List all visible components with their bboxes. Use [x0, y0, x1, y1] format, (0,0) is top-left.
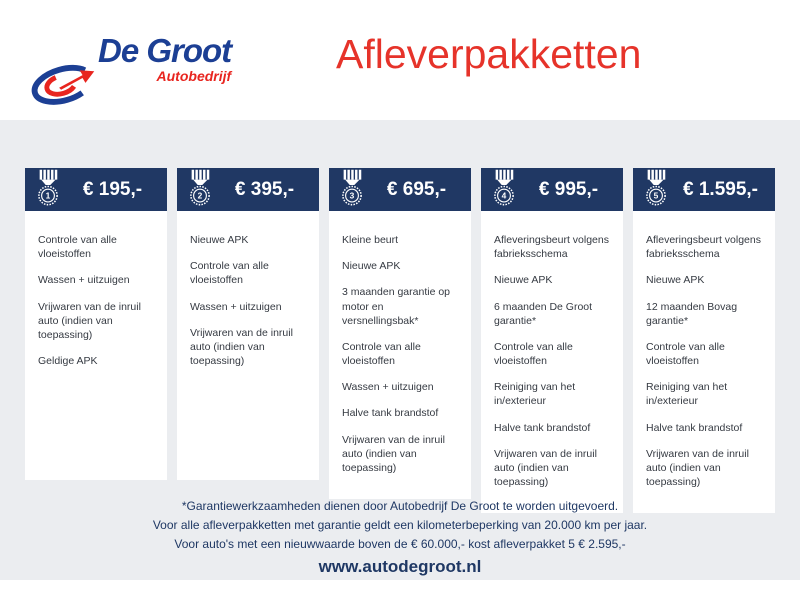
logo-text — [98, 34, 231, 83]
feature-item: Controle van alle vloeistoffen — [38, 234, 117, 261]
feature-item: 6 maanden De Groot garantie* — [494, 300, 593, 327]
footnote-line: Voor auto's met een nieuwwaarde boven de € 60.000,- kost afleverpakket 5 € 2.595,- — [174, 537, 626, 552]
package-features — [329, 211, 471, 499]
feature-item: Nieuwe APK — [646, 274, 705, 287]
footnote-line: *Garantiewerkzaamheden dienen door Autobedrijf De Groot te worden uitgevoerd. — [181, 499, 619, 513]
medal-number: 4 — [501, 190, 507, 201]
feature-item: Afleveringsbeurt volgens fabrieksschema — [494, 234, 609, 261]
feature-item: Controle van alle vloeistoffen — [342, 340, 421, 368]
de-groot-logo — [26, 34, 231, 112]
medal-3-icon — [336, 169, 368, 210]
page-title: Afleverpakketten — [336, 31, 642, 77]
logo-name: De Groot — [98, 32, 232, 69]
feature-item: Controle van alle vloeistoffen — [190, 260, 269, 287]
feature-item: 12 maanden Bovag garantie* — [646, 300, 738, 327]
footnotes — [0, 497, 800, 555]
feature-item: Vrijwaren van de inruil auto (indien van toepassing) — [190, 326, 293, 368]
logo-subtitle: Autobedrijf — [156, 68, 232, 84]
package-header — [177, 168, 319, 211]
medal-5-icon — [640, 169, 672, 210]
feature-item: Geldige APK — [38, 355, 98, 368]
feature-item: Nieuwe APK — [190, 234, 249, 246]
feature-item: Afleveringsbeurt volgens fabrieksschema — [646, 234, 761, 261]
package-features — [25, 211, 167, 480]
package-header — [25, 168, 167, 211]
medal-1-icon — [32, 169, 64, 210]
feature-item: Reiniging van het in/exterieur — [494, 381, 576, 408]
medal-2-icon — [184, 169, 216, 210]
feature-item: Controle van alle vloeistoffen — [646, 340, 725, 368]
medal-4-icon — [488, 169, 520, 210]
feature-item: Nieuwe APK — [342, 260, 401, 273]
feature-item: 3 maanden garantie op motor en versnellingsbak* — [342, 286, 450, 327]
package-columns — [25, 168, 775, 489]
feature-item: Reiniging van het in/exterieur — [646, 381, 728, 408]
package-header — [329, 168, 471, 211]
package-header — [481, 168, 623, 211]
feature-item: Nieuwe APK — [494, 274, 553, 287]
package-card-5 — [633, 168, 775, 489]
feature-item: Halve tank brandstof — [342, 407, 439, 420]
package-price: € 995,- — [538, 178, 599, 200]
feature-item: Kleine beurt — [342, 234, 399, 246]
feature-item: Halve tank brandstof — [494, 421, 591, 434]
feature-item: Controle van alle vloeistoffen — [494, 340, 573, 368]
package-card-3 — [329, 168, 471, 480]
feature-item: Wassen + uitzuigen — [190, 300, 282, 313]
package-features — [633, 211, 775, 513]
package-price: € 195,- — [82, 178, 143, 200]
package-price: € 1.595,- — [683, 178, 758, 200]
package-features — [481, 211, 623, 513]
logo-swoosh-icon — [26, 48, 104, 112]
feature-item: Halve tank brandstof — [646, 421, 743, 434]
feature-item: Vrijwaren van de inruil auto (indien van toepassing) — [646, 447, 749, 489]
medal-number: 3 — [349, 190, 355, 201]
medal-number: 1 — [45, 190, 51, 201]
package-card-4 — [481, 168, 623, 489]
medal-number: 2 — [197, 190, 203, 201]
feature-item: Vrijwaren van de inruil auto (indien van toepassing) — [342, 433, 445, 474]
feature-item: Wassen + uitzuigen — [38, 274, 130, 287]
feature-item: Wassen + uitzuigen — [342, 381, 434, 394]
footnote-line: Voor alle afleverpakketten met garantie geldt een kilometerbeperking van 20.000 km per jaar. — [152, 518, 648, 533]
package-features — [177, 211, 319, 480]
feature-item: Vrijwaren van de inruil auto (indien van toepassing) — [494, 447, 597, 489]
feature-item: Vrijwaren van de inruil auto (indien van toepassing) — [38, 300, 141, 341]
package-header — [633, 168, 775, 211]
package-card-1 — [25, 168, 167, 480]
package-card-2 — [177, 168, 319, 480]
content-band — [0, 120, 800, 580]
website-url: www.autodegroot.nl — [318, 557, 482, 576]
package-price: € 395,- — [234, 178, 295, 200]
package-price: € 695,- — [386, 178, 447, 200]
medal-number: 5 — [653, 190, 659, 201]
